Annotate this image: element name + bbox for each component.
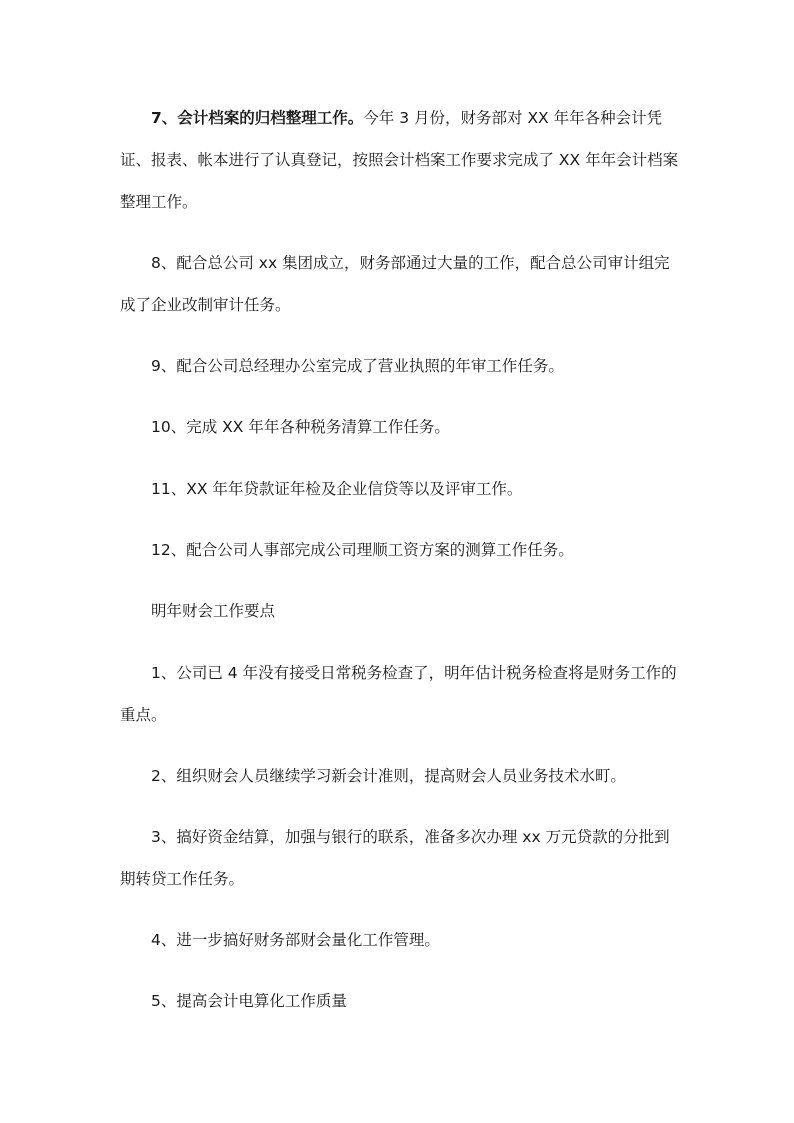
paragraph-point-5: 5、提高会计电算化工作质量: [151, 992, 347, 1010]
paragraph-heading: 7、会计档案的归档整理工作。: [151, 109, 364, 127]
paragraph-item-10: 10、完成 XX 年年各种税务清算工作任务。: [151, 418, 450, 436]
paragraph-item-9: 9、配合公司总经理办公室完成了营业执照的年审工作任务。: [151, 357, 564, 375]
paragraph-text: 今年 3 月份，财务部对 XX 年年各种会计凭证、报表、帐本进行了认真登记，按照会计档案工作要求完成了 XX 年年会计档案整理工作。: [120, 109, 679, 211]
section-heading: 明年财会工作要点: [151, 602, 276, 620]
paragraph-point-2: 2、组织财会人员继续学习新会计准则，提高财会人员业务技术水町。: [151, 767, 626, 785]
paragraph-archive-work: [120, 97, 680, 223]
paragraph-item-8: 8、配合总公司 xx 集团成立，财务部通过大量的工作，配合总公司审计组完成了企业改制审计任务。: [120, 254, 670, 314]
paragraph-item-11: 11、XX 年年贷款证年检及企业信贷等以及评审工作。: [151, 480, 523, 498]
paragraph-point-4: 4、进一步搞好财务部财会量化工作管理。: [151, 931, 440, 949]
paragraph-point-1: 1、公司已 4 年没有接受日常税务检查了，明年估计税务检查将是财务工作的重点。: [120, 664, 677, 724]
paragraph-item-12: 12、配合公司人事部完成公司理顺工资方案的测算工作任务。: [151, 541, 574, 559]
paragraph-point-3: 3、搞好资金结算，加强与银行的联系，准备多次办理 xx 万元贷款的分批到期转贷工作任务。: [120, 828, 670, 888]
